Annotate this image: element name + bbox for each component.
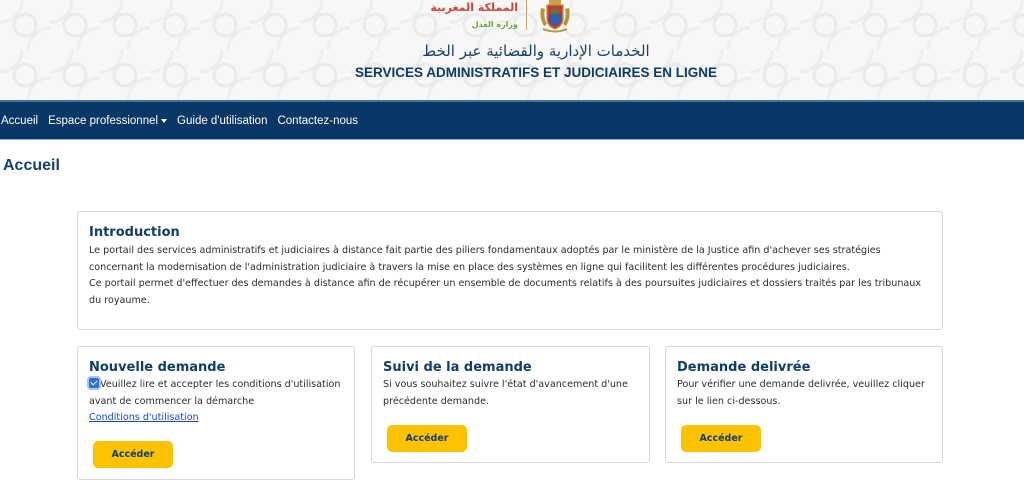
card-description: Si vous souhaitez suivre l'état d'avancement d'une précédente demande. — [383, 379, 628, 407]
terms-checkbox-row — [89, 377, 343, 410]
demande-delivree-acceder-button[interactable]: Accéder — [681, 425, 761, 452]
page-title: Accueil — [3, 157, 60, 174]
accept-terms-checkbox[interactable] — [89, 378, 99, 388]
nav-item-espace-professionnel[interactable] — [48, 115, 167, 127]
terms-checkbox-label: Veuillez lire et accepter les conditions d'utilisation avant de commencer la démarche — [89, 379, 341, 407]
header-title-french: SERVICES ADMINISTRATIFS ET JUDICIAIRES EN LIGNE — [354, 65, 718, 80]
card-title: Suivi de la demande — [383, 360, 532, 375]
nav-label: Accueil — [1, 114, 39, 127]
nav-label: Guide d'utilisation — [177, 114, 268, 127]
kingdom-name: المملكة المغربية — [430, 1, 518, 14]
card-description: Pour vérifier une demande delivrée, veuillez cliquer sur le lien ci-dessous. — [677, 379, 925, 407]
introduction-paragraph-1: Le portail des services administratifs et judiciaires à distance fait partie des piliers fondamentaux adoptés par le ministère de la Justice afin d'achever ses stratégies concernant la modernisation de l'administration judiciaire à travers la mise en place des systèmes en ligne qui facilitent les différentes procédures judiciaires. — [89, 245, 881, 273]
main-navbar — [0, 100, 1024, 140]
nav-item-contactez-nous[interactable] — [277, 115, 358, 127]
nav-label: Espace professionnel — [48, 114, 159, 127]
nouvelle-demande-acceder-button[interactable]: Accéder — [93, 441, 173, 468]
introduction-card — [77, 211, 943, 330]
header-title-arabic: الخدمات الإدارية والقضائية عبر الخط — [422, 42, 650, 60]
introduction-title: Introduction — [89, 225, 180, 240]
suivi-demande-card — [371, 346, 650, 463]
brand-logo[interactable] — [405, 0, 575, 40]
demande-delivree-card — [665, 346, 943, 463]
nav-item-guide-utilisation[interactable] — [177, 115, 267, 127]
ministry-name: وزارة العدل — [471, 20, 518, 29]
card-title: Nouvelle demande — [89, 360, 226, 375]
brand-text — [430, 0, 527, 30]
card-title: Demande delivrée — [677, 360, 811, 375]
site-header — [0, 0, 1024, 100]
nav-label: Contactez-nous — [277, 114, 359, 127]
conditions-utilisation-link[interactable]: Conditions d'utilisation — [89, 412, 199, 423]
nouvelle-demande-card — [77, 346, 355, 480]
caret-down-icon — [161, 119, 167, 123]
introduction-paragraph-2: Ce portail permet d'effectuer des demandes à distance afin de récupérer un ensemble de documents relatifs à des poursuites judiciaires et dossiers traités par les tribunaux du royaume. — [89, 278, 922, 306]
coat-of-arms-icon — [535, 0, 575, 34]
nav-item-accueil[interactable] — [1, 115, 38, 127]
suivi-demande-acceder-button[interactable]: Accéder — [387, 425, 467, 452]
